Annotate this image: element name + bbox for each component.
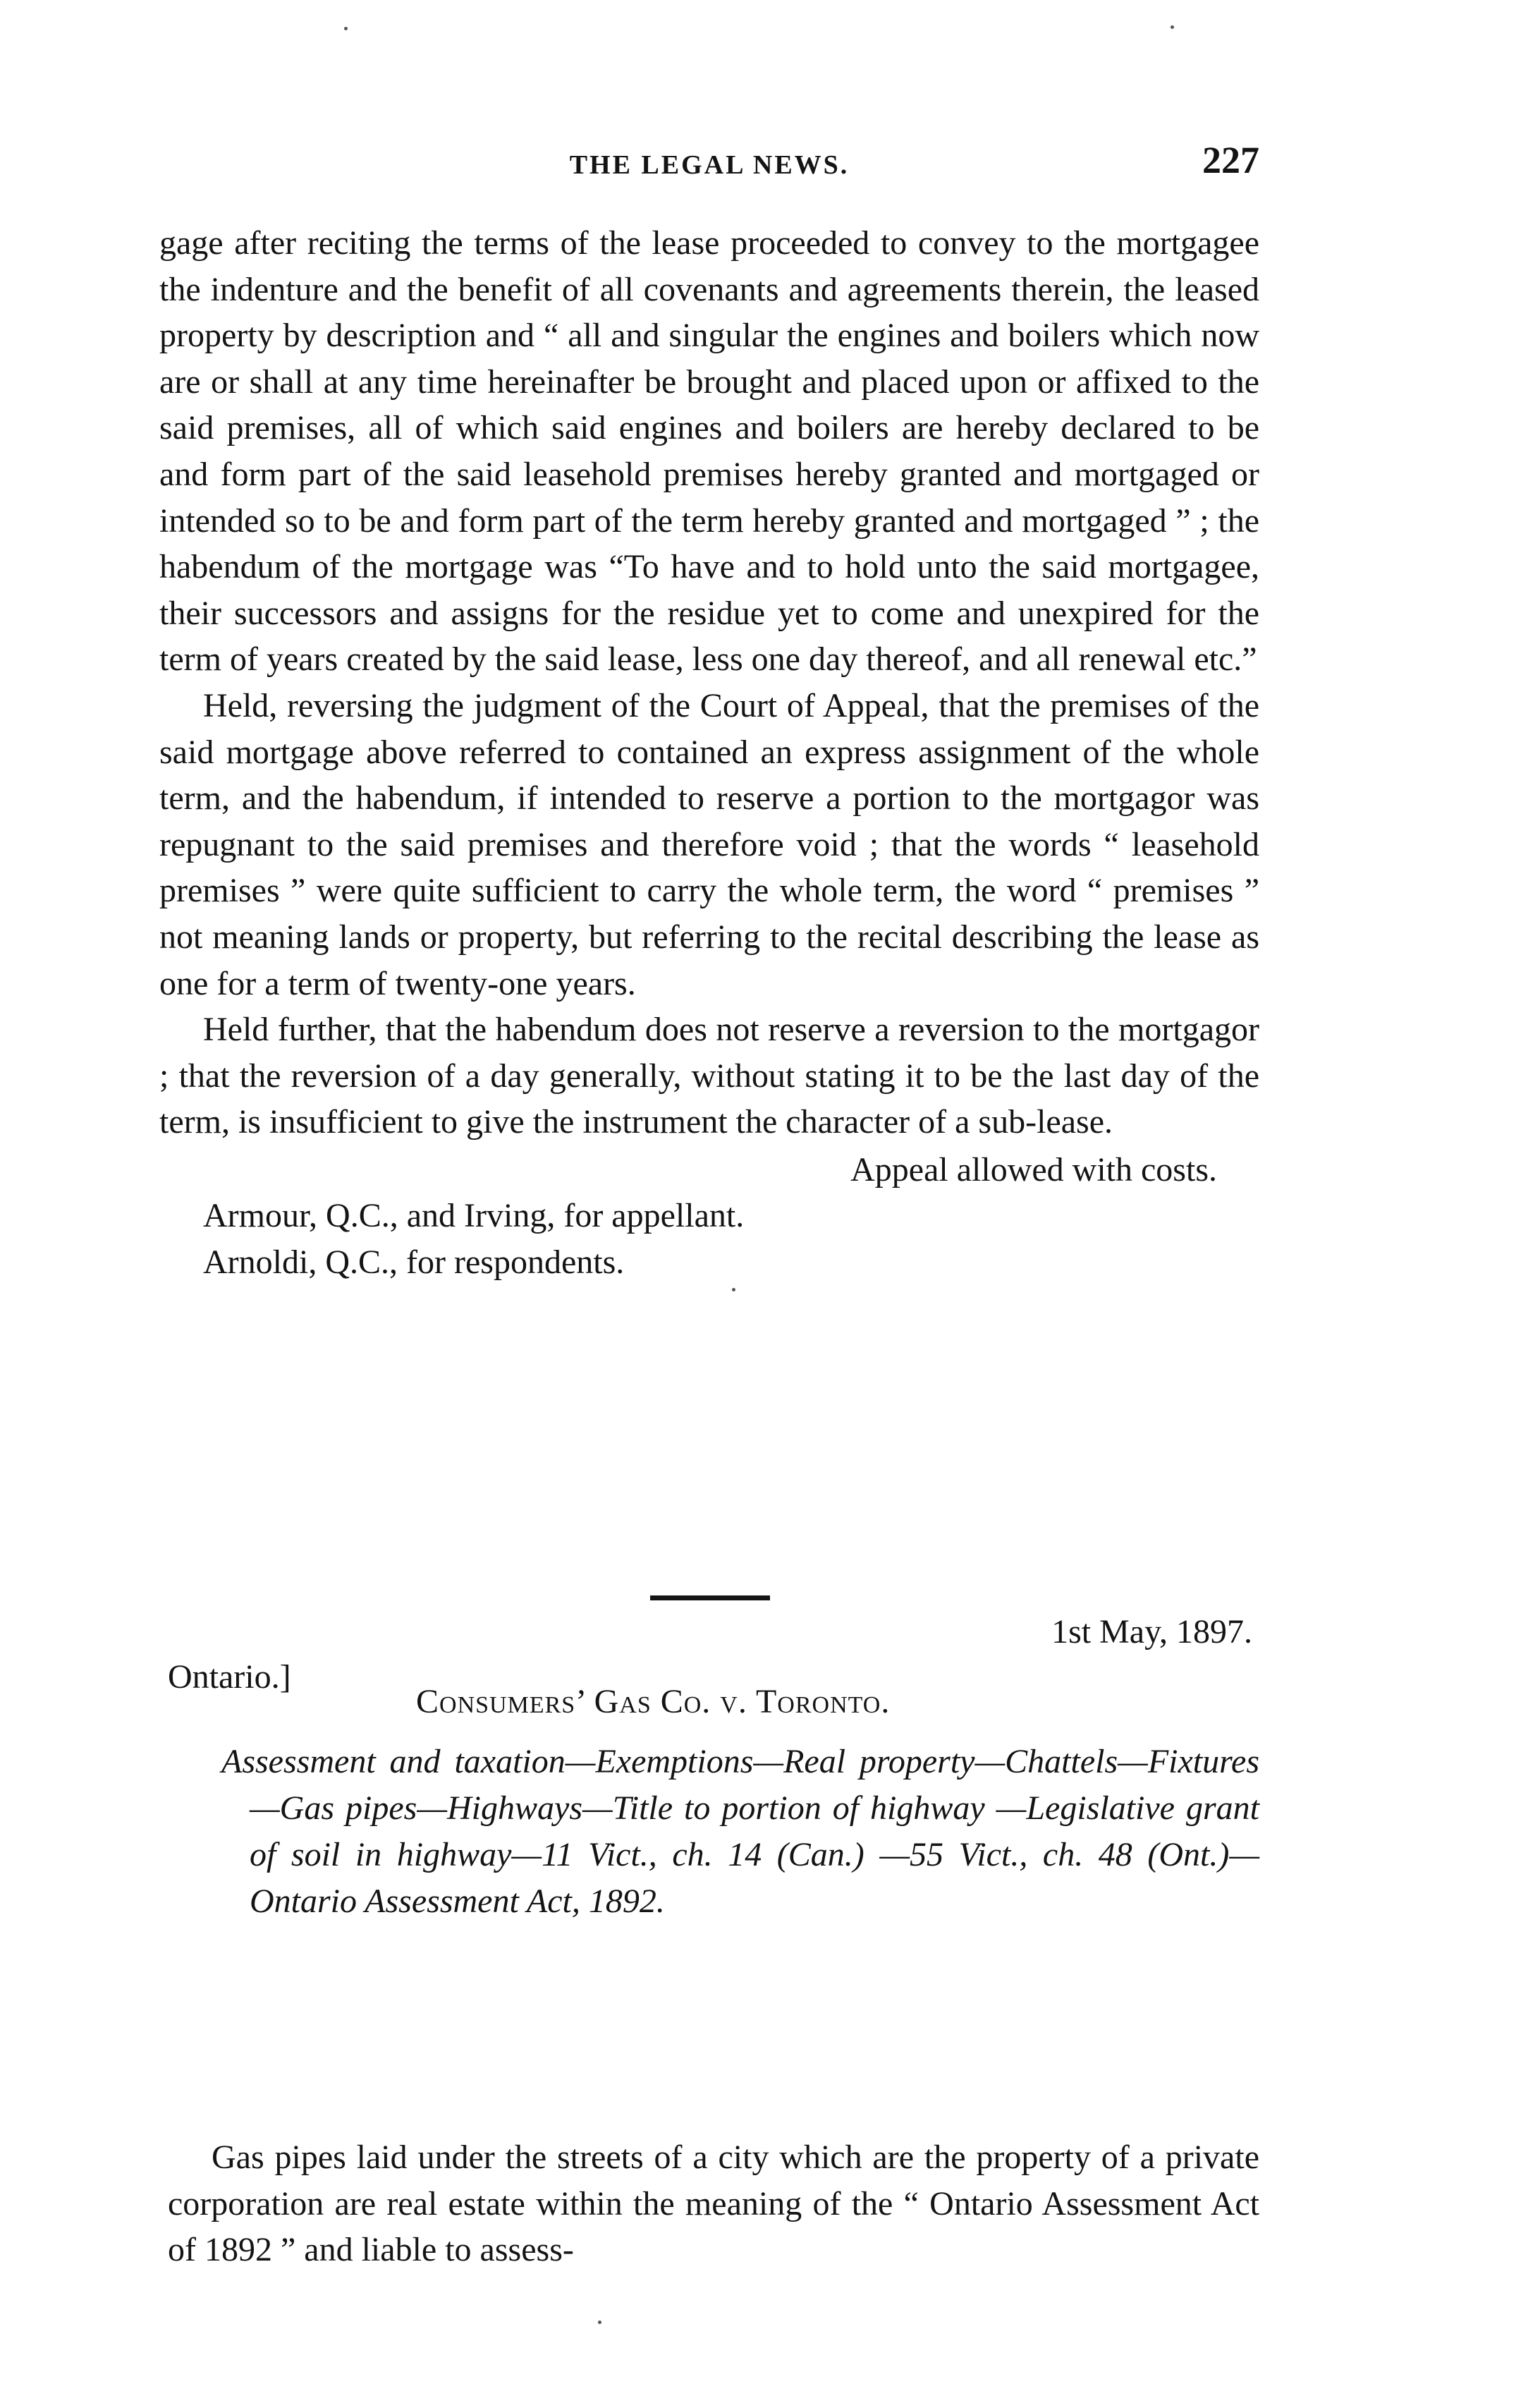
disposition: Appeal allowed with costs. — [850, 1150, 1217, 1188]
speck — [598, 2321, 601, 2324]
speck — [732, 1288, 735, 1291]
case-body — [168, 2134, 1259, 2273]
speck — [344, 27, 348, 30]
running-title: THE LEGAL NEWS. — [569, 150, 850, 180]
case-report-body — [159, 220, 1259, 1286]
case-title-text: Consumers’ Gas Co. v. Toronto. — [416, 1683, 891, 1720]
paragraph-held: Held, reversing the judgment of the Court of Appeal, that the premises of the said mortgage above referred to contained an express assignment of the whole term, and the habendum, if intended to reserve a portion to the mortgagor was repugnant to the said premises and therefore void ; that the words “ leasehold premises ” were quite sufficient to carry the whole term, the word “ premises ” not meaning lands or property, but referring to the recital describing the lease as one for a term of twenty-one years. — [159, 686, 1259, 1002]
page-header — [159, 138, 1259, 195]
paragraph-gas-pipes: Gas pipes laid under the streets of a city which are the property of a private corporation are real estate within the meaning of the “ Ontario Assessment Act of 1892 ” and liable to assess- — [168, 2139, 1259, 2269]
speck — [1171, 25, 1174, 29]
headnote: Assessment and taxation—Exemptions—Real property—Chattels—Fixtures—Gas pipes—Highways—Title to portion of highway —Legislative grant of soil in highway—11 Vict., ch. 14 (Can.) —55 Vict., ch. 48 (Ont.)—Ontario Assessment Act, 1892. — [221, 1743, 1259, 1920]
page-number: 227 — [1202, 139, 1259, 181]
court-label: Ontario.] — [168, 1658, 291, 1696]
counsel-respondents: Arnoldi, Q.C., for respondents. — [203, 1243, 625, 1282]
paragraph-held-further: Held further, that the habendum does not reserve a reversion to the mortgagor ; that the reversion of a day generally, without stating it to be the last day of the term, is insufficient to give the instrument the character of a sub-lease. — [159, 1011, 1259, 1141]
counsel-appellant: Armour, Q.C., and Irving, for appellant. — [203, 1197, 745, 1235]
case-title — [416, 1682, 890, 1721]
case-date: 1st May, 1897. — [1051, 1613, 1252, 1650]
paragraph-mortgage-terms: gage after reciting the terms of the lease proceeded to convey to the mortgagee the indenture and the benefit of all covenants and agreements therein, the leased property by description and “ all and singular the engines and boilers which now are or shall at any time hereinafter be brought and placed upon or affixed to the said premises, all of which said engines and boilers are hereby declared to be and form part of the said leasehold premises hereby granted and mortgaged or intended so to be and form part of the term hereby granted and mortgaged ” ; the habendum of the mortgage was “To have and to hold unto the said mortgagee, their successors and assigns for the residue yet to come and unexpired for the term of years created by the said lease, less one day thereof, and all renewal etc.” — [159, 224, 1259, 679]
section-divider — [650, 1595, 770, 1600]
